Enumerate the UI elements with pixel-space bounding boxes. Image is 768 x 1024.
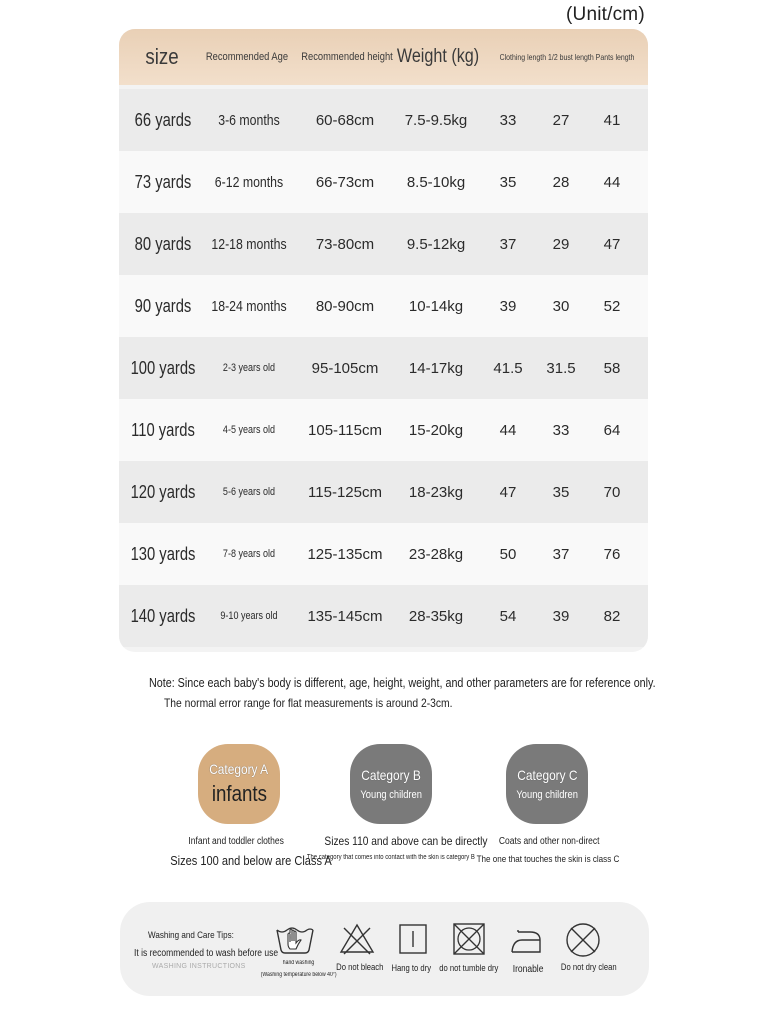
category-a-badge [198, 744, 280, 824]
cell-age: 6-12 months [214, 173, 284, 191]
cell-size: 140 yards [130, 605, 196, 626]
cell-bust: 27 [552, 111, 570, 129]
cell-height: 135-145cm [307, 607, 383, 625]
hang-dry-label: Hang to dry [391, 963, 432, 973]
cell-bust: 35 [552, 483, 570, 501]
cell-clothing-length: 35 [499, 173, 517, 191]
cell-bust: 31.5 [546, 359, 576, 377]
category-c-desc-2: The one that touches the skin is class C [476, 854, 620, 865]
cell-bust: 29 [552, 235, 570, 253]
cell-weight: 28-35kg [408, 607, 464, 625]
header-age: Recommended Age [205, 51, 289, 63]
category-a-desc-2: Sizes 100 and below are Class A [170, 853, 332, 868]
cell-height: 60-68cm [315, 111, 375, 129]
no-bleach-label: Do not bleach [336, 962, 384, 972]
category-c-badge [506, 744, 588, 824]
cell-weight: 8.5-10kg [406, 173, 466, 191]
size-chart-table [119, 29, 648, 652]
cell-bust: 28 [552, 173, 570, 191]
cell-clothing-length: 54 [499, 607, 517, 625]
table-row [119, 213, 648, 275]
header-weight: Weight (kg) [396, 46, 480, 67]
category-c-desc-1: Coats and other non-direct [498, 836, 600, 847]
cell-pants-length: 58 [603, 359, 621, 377]
cell-size: 66 yards [134, 109, 192, 130]
table-row [119, 399, 648, 461]
cell-height: 95-105cm [311, 359, 379, 377]
cell-size: 73 yards [134, 171, 192, 192]
cell-size: 100 yards [130, 357, 196, 378]
category-b-badge [350, 744, 432, 824]
cell-bust: 30 [552, 297, 570, 315]
cell-pants-length: 41 [603, 111, 621, 129]
cell-clothing-length: 41.5 [493, 359, 523, 377]
cell-pants-length: 52 [603, 297, 621, 315]
cell-weight: 10-14kg [408, 297, 464, 315]
hand-wash-icon [274, 922, 316, 958]
hand-wash-label: hand washing [282, 960, 315, 966]
header-measurements: Clothing length 1/2 bust length Pants length [499, 52, 635, 62]
iron-icon [508, 926, 544, 956]
table-row [119, 523, 648, 585]
no-dry-clean-icon [565, 922, 601, 958]
cell-height: 66-73cm [315, 173, 375, 191]
cell-pants-length: 47 [603, 235, 621, 253]
cell-size: 120 yards [130, 481, 196, 502]
no-tumble-dry-icon [452, 922, 486, 956]
cell-clothing-length: 33 [499, 111, 517, 129]
cell-age: 5-6 years old [222, 486, 276, 498]
header-size: size [145, 44, 179, 69]
cell-age: 3-6 months [218, 111, 280, 129]
care-title: Washing and Care Tips: [148, 930, 234, 941]
cell-bust: 39 [552, 607, 570, 625]
category-b-desc-2: The category that comes into contact with the skin is category B [306, 854, 475, 861]
cell-pants-length: 44 [603, 173, 621, 191]
category-c-sub: Young children [516, 789, 578, 801]
note-line-1: Note: Since each baby's body is different, age, height, weight, and other parameters are for reference only. [149, 676, 656, 690]
no-tumble-dry-label: do not tumble dry [439, 963, 499, 973]
category-a-title: Category A [209, 761, 269, 777]
cell-size: 80 yards [134, 233, 192, 254]
cell-bust: 37 [552, 545, 570, 563]
cell-size: 90 yards [134, 295, 192, 316]
header-height: Recommended height [301, 51, 393, 63]
unit-label: (Unit/cm) [566, 4, 645, 25]
cell-clothing-length: 39 [499, 297, 517, 315]
table-row [119, 151, 648, 213]
no-bleach-icon [338, 922, 376, 956]
cell-age: 12-18 months [211, 235, 287, 253]
cell-weight: 15-20kg [408, 421, 464, 439]
cell-height: 105-115cm [308, 421, 382, 439]
cell-age: 7-8 years old [222, 548, 276, 560]
category-b-title: Category B [361, 767, 421, 783]
category-c-title: Category C [516, 767, 578, 783]
category-b-sub: Young children [360, 789, 422, 801]
cell-age: 4-5 years old [222, 424, 276, 436]
table-row [119, 337, 648, 399]
note-line-2: The normal error range for flat measurements is around 2-3cm. [164, 696, 453, 710]
cell-clothing-length: 47 [499, 483, 517, 501]
cell-weight: 23-28kg [408, 545, 464, 563]
hand-wash-sublabel: (Washing temperature below 40°) [260, 972, 337, 978]
no-dry-clean-label: Do not dry clean [560, 962, 617, 972]
cell-height: 73-80cm [315, 235, 375, 253]
table-row [119, 275, 648, 337]
cell-age: 2-3 years old [222, 362, 276, 374]
cell-weight: 14-17kg [408, 359, 464, 377]
cell-pants-length: 76 [603, 545, 621, 563]
cell-pants-length: 82 [603, 607, 621, 625]
cell-bust: 33 [552, 421, 570, 439]
table-row [119, 461, 648, 523]
cell-clothing-length: 37 [499, 235, 517, 253]
cell-pants-length: 70 [603, 483, 621, 501]
care-subtitle: It is recommended to wash before use [134, 948, 279, 959]
table-row [119, 89, 648, 151]
cell-height: 115-125cm [308, 483, 382, 501]
cell-clothing-length: 50 [499, 545, 517, 563]
cell-weight: 7.5-9.5kg [404, 111, 468, 129]
cell-size: 110 yards [131, 419, 195, 440]
iron-label: Ironable [512, 964, 544, 975]
cell-clothing-length: 44 [499, 421, 517, 439]
cell-weight: 9.5-12kg [406, 235, 466, 253]
cell-age: 9-10 years old [220, 610, 278, 622]
care-english-label: WASHING INSTRUCTIONS [152, 963, 246, 970]
category-a-desc-1: Infant and toddler clothes [188, 836, 284, 847]
cell-height: 80-90cm [315, 297, 375, 315]
cell-height: 125-135cm [307, 545, 383, 563]
cell-weight: 18-23kg [408, 483, 464, 501]
category-b-desc-1: Sizes 110 and above can be directly [324, 834, 488, 848]
cell-pants-length: 64 [603, 421, 621, 439]
table-row [119, 585, 648, 647]
cell-age: 18-24 months [211, 297, 287, 315]
cell-size: 130 yards [130, 543, 196, 564]
category-a-sub: infants [211, 781, 267, 806]
hang-dry-icon [398, 923, 428, 955]
care-panel [120, 902, 649, 996]
table-header [119, 29, 648, 85]
